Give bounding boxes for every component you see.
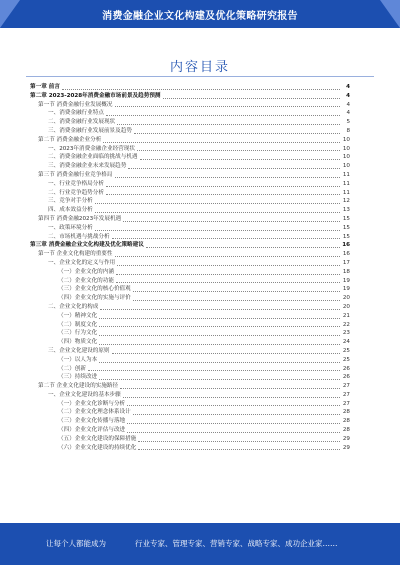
toc-entry-page: 4	[346, 84, 350, 90]
toc-leader-dots	[123, 221, 340, 222]
toc-entry-label: （二）制度文化	[58, 321, 98, 328]
toc-leader-dots	[134, 133, 340, 134]
toc-entry-label: 第一节 消费金融行业发展概况	[38, 101, 113, 108]
toc-entry-label: （三）企业文化的核心价值观	[58, 286, 131, 293]
toc-leader-dots	[112, 238, 340, 239]
toc-leader-dots	[128, 168, 340, 169]
toc-entry-page: 28	[342, 427, 350, 434]
toc-entry-label: （一）以人为本	[58, 356, 98, 363]
toc-entry-page: 22	[342, 321, 350, 328]
toc-leader-dots	[133, 414, 340, 415]
toc-entry-label: （五）企业文化建设的保障措施	[58, 435, 137, 442]
toc-entry[interactable]	[30, 329, 350, 338]
toc-entry[interactable]	[30, 215, 350, 224]
toc-leader-dots	[146, 247, 340, 248]
toc-entry[interactable]	[30, 189, 350, 198]
toc-entry-label: 三、消费金融行业发展前景及趋势	[48, 127, 132, 134]
toc-entry-page: 4	[346, 101, 350, 108]
toc-entry-page: 27	[342, 383, 350, 390]
toc-entry-label: （二）企业文化理念体系设计	[58, 409, 131, 416]
toc-entry-label: 第三节 消费金融行业竞争格局	[38, 171, 113, 178]
toc-entry[interactable]	[30, 118, 350, 127]
toc-entry-label: （六）企业文化建设的持续优化	[58, 444, 137, 451]
toc-divider	[26, 76, 374, 77]
toc-entry-page: 27	[342, 391, 350, 398]
toc-entry-page: 28	[342, 409, 350, 416]
toc-entry-page: 25	[342, 356, 350, 363]
toc-entry-page: 11	[342, 189, 350, 196]
toc-entry-label: 二、消费金融行业发展现状	[48, 119, 116, 126]
toc-entry[interactable]	[30, 101, 350, 110]
toc-entry[interactable]	[30, 153, 350, 162]
toc-entry[interactable]	[30, 83, 350, 92]
toc-leader-dots	[116, 282, 340, 283]
toc-entry[interactable]	[30, 294, 350, 303]
toc-entry-page: 29	[342, 444, 350, 451]
toc-entry-label: 二、企业文化的构成	[48, 303, 99, 310]
toc-entry[interactable]	[30, 338, 350, 347]
toc-leader-dots	[140, 159, 340, 160]
toc-entry[interactable]	[30, 356, 350, 365]
toc-entry-page: 17	[342, 259, 350, 266]
toc-entry-label: （一）企业文化的内涵	[58, 268, 114, 275]
toc-entry-page: 13	[342, 207, 350, 214]
toc-entry-label: （二）创新	[58, 365, 86, 372]
toc-entry-page: 10	[342, 154, 350, 161]
footer-slogan: 让每个人都能成为	[46, 539, 106, 548]
toc-entry-page: 27	[342, 400, 350, 407]
toc-entry-page: 16	[342, 242, 350, 249]
toc-entry-page: 10	[342, 163, 350, 170]
toc-leader-dots	[138, 441, 340, 442]
toc-entry-label: （一）精神文化	[58, 312, 98, 319]
toc-entry[interactable]	[30, 444, 350, 453]
toc-entry[interactable]	[30, 171, 350, 180]
toc-entry-page: 15	[342, 233, 350, 240]
toc-entry-label: 二、市场机遇与挑战分析	[48, 233, 110, 240]
toc-entry[interactable]	[30, 136, 350, 145]
toc-leader-dots	[138, 449, 340, 450]
toc-entry-page: 5	[346, 119, 350, 126]
toc-leader-dots	[133, 300, 340, 301]
toc-entry-page: 23	[342, 330, 350, 337]
toc-entry[interactable]	[30, 206, 350, 215]
toc-leader-dots	[115, 256, 341, 257]
toc-entry-page: 18	[342, 268, 350, 275]
toc-leader-dots	[115, 177, 341, 178]
toc-leader-dots	[117, 265, 340, 266]
toc-entry-page: 10	[342, 145, 350, 152]
toc-entry-page: 11	[342, 171, 350, 178]
toc-entry-label: 第二节 企业文化建设的实施路径	[38, 383, 119, 390]
toc-entry-page: 20	[342, 295, 350, 302]
toc-entry[interactable]	[30, 365, 350, 374]
toc-entry[interactable]	[30, 321, 350, 330]
toc-entry-label: （二）企业文化的功能	[58, 277, 114, 284]
toc-entry[interactable]	[30, 127, 350, 136]
toc-entry-label: 一、行业竞争格局分析	[48, 180, 104, 187]
toc-entry-label: （三）持续改进	[58, 374, 98, 381]
toc-entry[interactable]	[30, 312, 350, 321]
toc-leader-dots	[127, 432, 340, 433]
toc-leader-dots	[62, 89, 340, 90]
toc-entry-page: 24	[342, 339, 350, 346]
toc-entry-label: 第一章 前言	[30, 84, 60, 90]
toc-entry-page: 8	[346, 127, 350, 134]
toc-entry[interactable]	[30, 241, 350, 250]
toc-leader-dots	[163, 98, 340, 99]
toc-leader-dots	[88, 370, 340, 371]
table-of-contents	[30, 83, 350, 452]
toc-entry-label: 三、企业文化建设的原则	[48, 347, 110, 354]
toc-leader-dots	[117, 124, 340, 125]
toc-leader-dots	[127, 423, 340, 424]
toc-leader-dots	[133, 291, 340, 292]
toc-entry[interactable]	[30, 224, 350, 233]
toc-entry-label: （三）行为文化	[58, 330, 98, 337]
toc-entry-page: 21	[342, 312, 350, 319]
footer-roles: 行业专家、管理专家、营销专家、战略专家、成功企业家……	[135, 539, 338, 548]
toc-entry[interactable]	[30, 303, 350, 312]
toc-leader-dots	[112, 353, 340, 354]
toc-entry-label: 三、消费金融企业未来发展趋势	[48, 163, 127, 170]
toc-entry-page: 15	[342, 215, 350, 222]
toc-entry-page: 10	[342, 136, 350, 143]
toc-entry[interactable]	[30, 250, 350, 259]
report-header	[0, 0, 400, 28]
toc-entry-page: 26	[342, 365, 350, 372]
toc-entry[interactable]	[30, 435, 350, 444]
toc-entry[interactable]	[30, 391, 350, 400]
toc-entry-page: 19	[342, 277, 350, 284]
toc-entry[interactable]	[30, 145, 350, 154]
toc-entry[interactable]	[30, 347, 350, 356]
toc-entry-page: 4	[346, 92, 350, 99]
toc-entry-label: 二、行业竞争趋势分析	[48, 189, 104, 196]
toc-leader-dots	[100, 309, 340, 310]
toc-entry-page: 19	[342, 286, 350, 293]
toc-entry[interactable]	[30, 268, 350, 277]
toc-leader-dots	[99, 344, 340, 345]
toc-entry[interactable]	[30, 382, 350, 391]
toc-entry-page: 12	[342, 198, 350, 205]
toc-title: 内容目录	[169, 60, 230, 75]
toc-entry-label: 第二节 消费金融企业分析	[38, 136, 102, 143]
toc-entry-page: 26	[342, 374, 350, 381]
toc-leader-dots	[99, 379, 340, 380]
toc-entry-label: 一、企业文化的定义与作用	[48, 259, 116, 266]
toc-entry-page: 28	[342, 418, 350, 425]
toc-entry[interactable]	[30, 400, 350, 409]
toc-entry[interactable]	[30, 277, 350, 286]
toc-entry[interactable]	[30, 408, 350, 417]
toc-leader-dots	[127, 405, 340, 406]
toc-leader-dots	[123, 397, 340, 398]
toc-entry-label: 四、成本效益分析	[48, 207, 93, 214]
toc-entry[interactable]	[30, 180, 350, 189]
toc-entry[interactable]	[30, 109, 350, 118]
toc-entry[interactable]	[30, 285, 350, 294]
toc-entry-label: 第四节 消费金融2023年发展机遇	[38, 215, 122, 222]
toc-entry-label: （三）企业文化传播与落地	[58, 418, 126, 425]
toc-leader-dots	[103, 142, 340, 143]
toc-leader-dots	[99, 335, 340, 336]
toc-entry-page: 15	[342, 224, 350, 231]
toc-leader-dots	[95, 230, 340, 231]
toc-leader-dots	[99, 362, 340, 363]
toc-entry[interactable]	[30, 259, 350, 268]
toc-entry-label: （四）企业文化的实施与评价	[58, 295, 131, 302]
toc-entry-page: 20	[342, 303, 350, 310]
toc-leader-dots	[95, 212, 340, 213]
toc-entry-label: 一、消费金融行业特点	[48, 110, 104, 117]
toc-leader-dots	[115, 106, 341, 107]
toc-leader-dots	[99, 318, 340, 319]
report-title: 消费金融企业文化构建及优化策略研究报告	[102, 11, 298, 22]
toc-entry[interactable]	[30, 373, 350, 382]
toc-entry-label: （一）企业文化诊断与分析	[58, 400, 126, 407]
toc-entry-page: 29	[342, 435, 350, 442]
toc-entry-page: 16	[342, 251, 350, 258]
toc-entry[interactable]	[30, 162, 350, 171]
toc-entry-page: 11	[342, 180, 350, 187]
toc-entry-label: 第三章 消费金融企业文化构建及优化策略建议	[30, 242, 144, 249]
toc-leader-dots	[120, 388, 340, 389]
toc-leader-dots	[137, 150, 340, 151]
toc-entry-label: 第一节 企业文化构建的重要性	[38, 251, 113, 258]
toc-entry-label: 一、企业文化建设的基本步骤	[48, 391, 121, 398]
toc-entry-label: （四）企业文化评估与改进	[58, 427, 126, 434]
toc-entry-label: 一、政策环境分析	[48, 224, 93, 231]
toc-entry[interactable]	[30, 92, 350, 101]
toc-entry-page: 25	[342, 347, 350, 354]
toc-entry[interactable]	[30, 426, 350, 435]
toc-entry-label: 一、2023年消费金融企业经营现状	[48, 145, 135, 152]
toc-entry-label: 三、竞争对手分析	[48, 198, 93, 205]
toc-entry-label: 二、消费金融企业面临的挑战与机遇	[48, 154, 138, 161]
toc-leader-dots	[116, 274, 340, 275]
toc-leader-dots	[95, 203, 340, 204]
page-footer	[0, 523, 400, 565]
toc-entry[interactable]	[30, 233, 350, 242]
toc-entry[interactable]	[30, 417, 350, 426]
toc-leader-dots	[99, 326, 340, 327]
toc-entry-page: 4	[346, 110, 350, 117]
toc-leader-dots	[106, 115, 340, 116]
toc-entry-label: 第二章 2023-2028年消费金融市场前景及趋势预测	[30, 92, 161, 99]
toc-leader-dots	[106, 186, 340, 187]
toc-entry-label: （四）物质文化	[58, 339, 98, 346]
toc-leader-dots	[106, 194, 340, 195]
toc-entry[interactable]	[30, 197, 350, 206]
